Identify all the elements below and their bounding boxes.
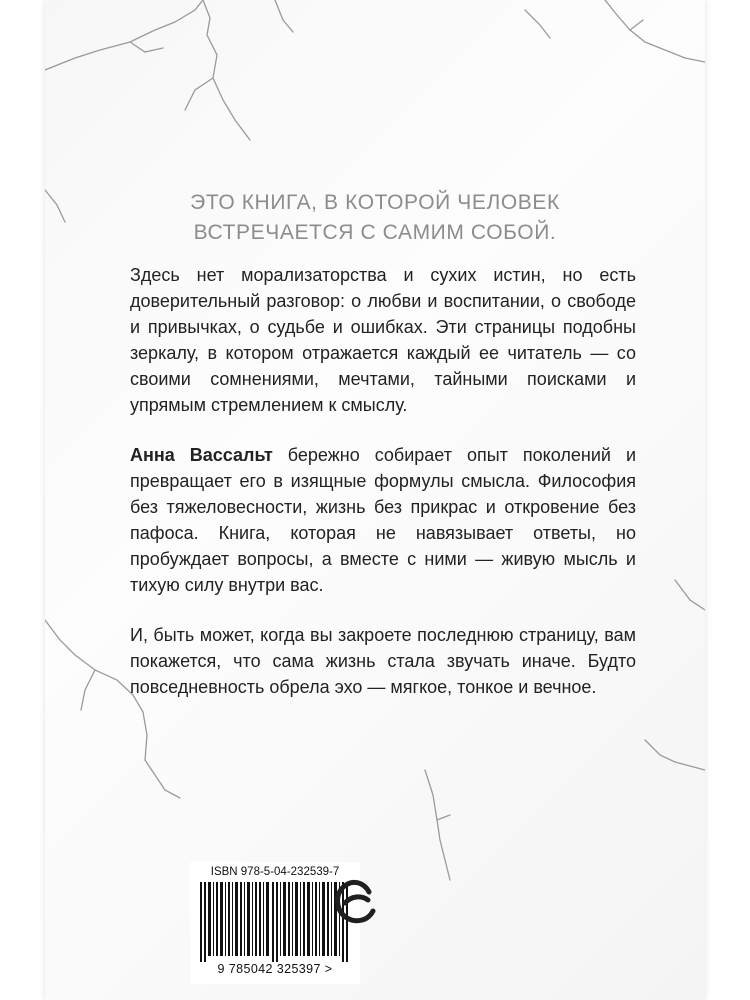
tagline-line-2: ВСТРЕЧАЕТСЯ С САМИМ СОБОЙ.	[193, 221, 557, 244]
isbn-label: ISBN 978-5-04-232539-7	[210, 866, 340, 878]
author-name: Анна Вассальт	[130, 445, 273, 465]
paragraph-1: Здесь нет морализаторства и сухих истин, но есть доверительный разговор: о любви и воспитании, о свободе и привычках, о судьбе и ошибках. Эти страницы подобны зеркалу, в котором отражается каждый ее читатель — со своими сомнениями, мечтами, тайными поисками и упрямым стремлением к смыслу.	[130, 265, 636, 415]
paragraph-3: И, быть может, когда вы закроете последнюю страницу, вам покажется, что сама жизнь стала звучать иначе. Будто повседневность обрела эхо — мягкое, тонкое и вечное.	[130, 625, 636, 697]
annotation-text	[130, 262, 636, 724]
paragraph-2	[130, 442, 636, 598]
tagline-line-1: ЭТО КНИГА, В КОТОРОЙ ЧЕЛОВЕК	[190, 191, 560, 214]
paragraph-2-text: бережно собирает опыт поколений и превращает его в изящные формулы смысла. Философия без тяжеловесности, жизнь без прикрас и откровение без пафоса. Книга, которая не навязывает ответы, но пробуждает вопросы, а вместе с ними — живую мысль и тихую силу внутри вас.	[130, 445, 637, 595]
book-back-cover	[45, 0, 705, 1000]
tagline	[45, 188, 705, 248]
ean-digits: 9 785042 325397 >	[217, 962, 333, 976]
publisher-logo-icon	[331, 876, 377, 932]
